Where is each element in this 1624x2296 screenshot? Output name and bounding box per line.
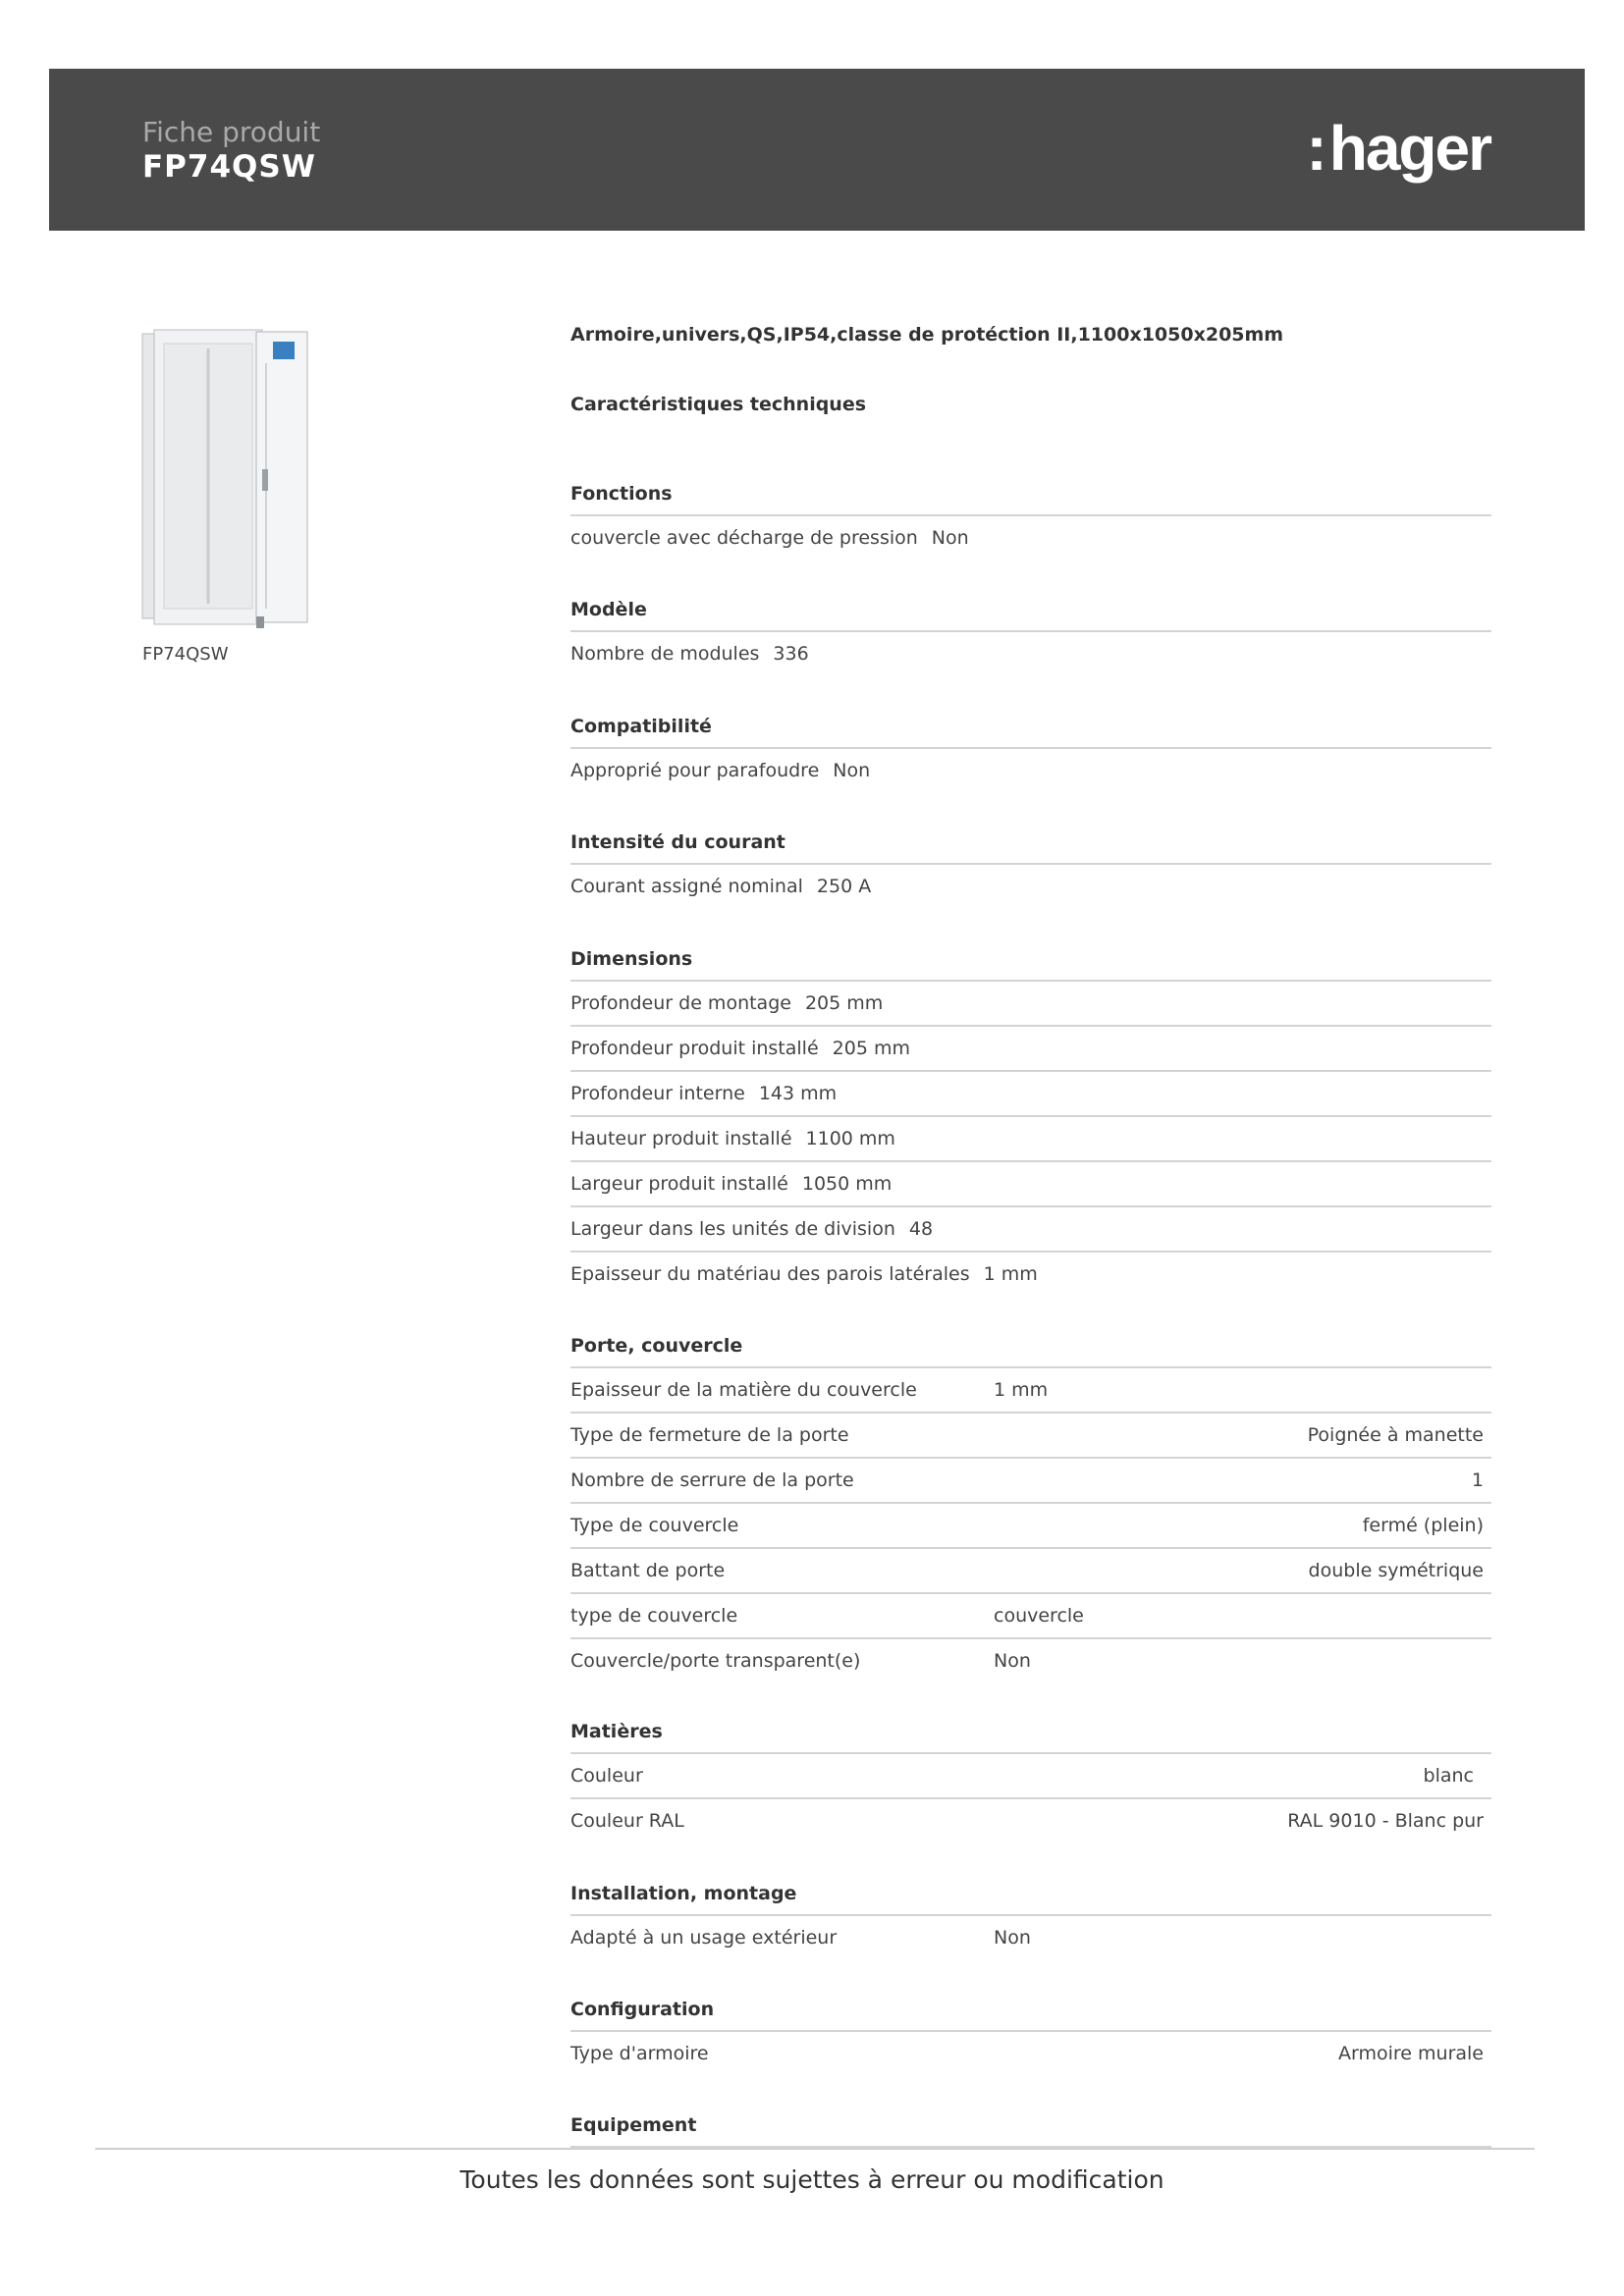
product-image: [140, 324, 317, 638]
spec-label: Battant de porte: [570, 1560, 726, 1581]
spec-row: [570, 749, 1491, 794]
spec-row: [570, 1916, 1491, 1961]
spec-value: Poignée à manette: [1307, 1424, 1484, 1446]
spec-row: [570, 1072, 1491, 1117]
spec-value: 336: [773, 643, 809, 665]
spec-row: [570, 1549, 1491, 1594]
spec-row: [570, 1027, 1491, 1072]
spec-label: Profondeur interne: [570, 1083, 745, 1104]
spec-row: [570, 1414, 1491, 1459]
spec-label: Type d'armoire: [570, 2043, 709, 2064]
spec-value: 205 mm: [832, 1038, 910, 1059]
spec-label: Profondeur de montage: [570, 992, 791, 1014]
spec-value: 1: [1471, 1469, 1484, 1491]
spec-value: 1100 mm: [805, 1128, 895, 1149]
spec-value: Armoire murale: [1338, 2043, 1484, 2064]
footer-disclaimer: Toutes les données sont sujettes à erreur ou modification: [460, 2165, 1164, 2194]
spec-row: [570, 1207, 1491, 1253]
spec-value: fermé (plein): [1362, 1515, 1484, 1536]
spec-label: couvercle avec décharge de pression: [570, 527, 918, 549]
spec-row: [570, 1504, 1491, 1549]
product-image-caption: FP74QSW: [142, 644, 229, 665]
spec-label: Type de couvercle: [570, 1515, 739, 1536]
spec-value: Non: [994, 1650, 1031, 1672]
section-title-installation: Installation, montage: [570, 1871, 1491, 1916]
spec-row: [570, 1754, 1491, 1799]
spec-value: blanc: [1423, 1765, 1474, 1787]
spec-label: Nombre de serrure de la porte: [570, 1469, 854, 1491]
spec-label: Type de fermeture de la porte: [570, 1424, 849, 1446]
spec-label: type de couvercle: [570, 1605, 738, 1627]
tech-specs-title: Caractéristiques techniques: [570, 394, 867, 415]
spec-label: Couleur: [570, 1765, 643, 1787]
logo-wordmark: hager: [1328, 113, 1490, 184]
spec-value: double symétrique: [1308, 1560, 1484, 1581]
spec-label: Adapté à un usage extérieur: [570, 1927, 838, 1949]
spec-row: [570, 1368, 1491, 1414]
spec-label: Largeur produit installé: [570, 1173, 788, 1195]
section-title-matieres: Matières: [570, 1709, 1491, 1754]
spec-label: Epaisseur du matériau des parois latérales: [570, 1263, 970, 1285]
spec-row: [570, 2032, 1491, 2077]
spec-row: [570, 982, 1491, 1027]
spec-label: Hauteur produit installé: [570, 1128, 792, 1149]
section-title-fonctions: Fonctions: [570, 471, 1491, 516]
section-title-equipement: Equipement: [570, 2103, 1491, 2148]
footer-divider: [95, 2148, 1535, 2150]
spec-value: Non: [833, 760, 871, 781]
spec-value: 250 A: [816, 876, 872, 897]
spec-label: Courant assigné nominal: [570, 876, 803, 897]
product-description: Armoire,univers,QS,IP54,classe de protéction II,1100x1050x205mm: [570, 324, 1284, 346]
spec-row: [570, 1799, 1491, 1844]
spec-label: Epaisseur de la matière du couvercle: [570, 1379, 917, 1401]
section-title-compatibilite: Compatibilité: [570, 704, 1491, 749]
spec-value: Non: [994, 1927, 1031, 1949]
spec-row: [570, 1639, 1491, 1684]
spec-row: [570, 516, 1491, 561]
spec-value: 143 mm: [758, 1083, 838, 1104]
spec-row: [570, 1459, 1491, 1504]
spec-value: couvercle: [994, 1605, 1084, 1627]
spec-row: [570, 1117, 1491, 1162]
page-header: [49, 69, 1585, 231]
logo-mark-icon: :: [1306, 113, 1326, 184]
spec-label: Approprié pour parafoudre: [570, 760, 820, 781]
spec-label: Profondeur produit installé: [570, 1038, 819, 1059]
spec-row: [570, 1253, 1491, 1298]
header-product-code: FP74QSW: [142, 149, 316, 185]
spec-row: [570, 632, 1491, 677]
spec-label: Largeur dans les unités de division: [570, 1218, 895, 1240]
header-kicker: Fiche produit: [142, 116, 321, 148]
spec-value: 1 mm: [994, 1379, 1049, 1401]
spec-label: Couvercle/porte transparent(e): [570, 1650, 861, 1672]
spec-row: [570, 865, 1491, 910]
section-title-intensite: Intensité du courant: [570, 820, 1491, 865]
spec-row: [570, 1162, 1491, 1207]
spec-label: Couleur RAL: [570, 1810, 684, 1832]
section-title-dimensions: Dimensions: [570, 936, 1491, 982]
spec-label: Nombre de modules: [570, 643, 760, 665]
spec-value: 48: [908, 1218, 934, 1240]
hager-logo: [1306, 112, 1490, 185]
section-title-modele: Modèle: [570, 587, 1491, 632]
spec-value: RAL 9010 - Blanc pur: [1287, 1810, 1484, 1832]
section-title-porte: Porte, couvercle: [570, 1323, 1491, 1368]
spec-row: [570, 1594, 1491, 1639]
section-title-configuration: Configuration: [570, 1987, 1491, 2032]
spec-value: 205 mm: [804, 992, 884, 1014]
spec-value: 1 mm: [983, 1263, 1038, 1285]
spec-value: Non: [931, 527, 969, 549]
spec-value: 1050 mm: [801, 1173, 893, 1195]
